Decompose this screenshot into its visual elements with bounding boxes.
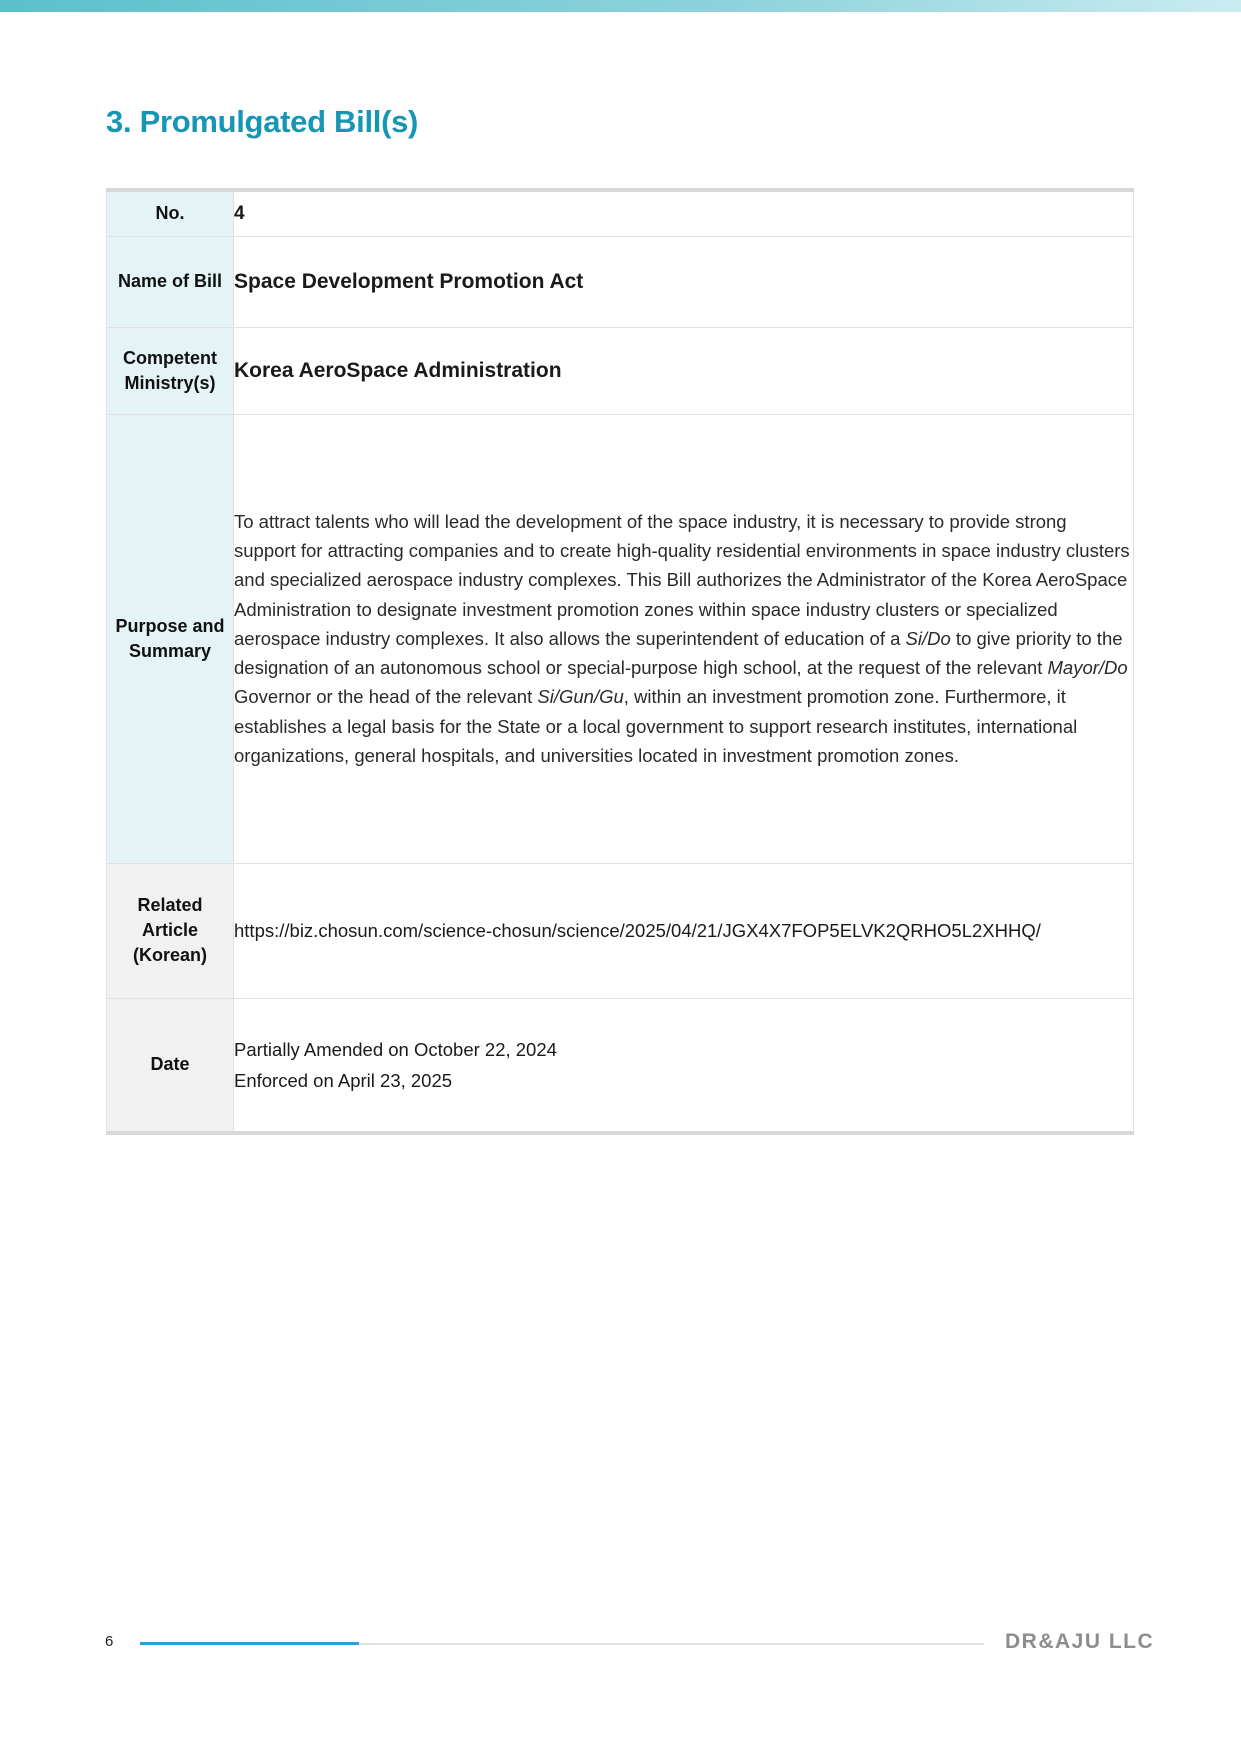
top-accent-bar [0, 0, 1241, 12]
label-date: Date [107, 998, 234, 1133]
table-row-date [107, 998, 1134, 1133]
value-bill-name: Space Development Promotion Act [234, 236, 1134, 327]
footer-progress-fill [140, 1642, 359, 1645]
summary-text-2: to give priority to the designation of an autonomous school or special-purpose high school, at the request of the relevant [234, 627, 1123, 679]
value-article-link[interactable]: https://biz.chosun.com/science-chosun/science/2025/04/21/JGX4X7FOP5ELVK2QRHO5L2XHHQ/ [234, 863, 1134, 998]
brand-logo: DR&AJU LLC [1005, 1630, 1155, 1653]
label-competent-ministry: Competent Ministry(s) [107, 327, 234, 414]
table-row-name [107, 236, 1134, 327]
section-title: 3. Promulgated Bill(s) [106, 104, 419, 139]
summary-term-sigungu: Si/Gun/Gu [537, 686, 624, 708]
table-row-no [107, 190, 1134, 236]
date-enforced: Enforced on April 23, 2025 [234, 1069, 453, 1091]
summary-text-1: To attract talents who will lead the development of the space industry, it is necessary to provide strong support for attracting companies and to create high-quality residential environments in space industry clusters and specialized aerospace industry complexes. This Bill authorizes the Administrator of the Korea AeroSpace Administration to designate investment promotion zones within space industry clusters or specialized aerospace industry complexes. It also allows the superintendent of education of a [234, 511, 1130, 649]
value-summary [234, 414, 1134, 863]
table-row-summary [107, 414, 1134, 863]
value-no: 4 [234, 190, 1134, 236]
value-ministry: Korea AeroSpace Administration [234, 327, 1134, 414]
label-purpose-summary: Purpose and Summary [107, 414, 234, 863]
table-row-ministry [107, 327, 1134, 414]
summary-text-4: , within an investment promotion zone. Furthermore, it establishes a legal basis for the State or a local government to support research institutes, international organizations, general hospitals, and universities located in investment promotion zones. [234, 686, 1078, 766]
label-related-article: Related Article (Korean) [107, 863, 234, 998]
summary-term-mayor-do: Mayor/Do [1047, 657, 1128, 679]
table-row-article [107, 863, 1134, 998]
bill-table [106, 188, 1134, 1135]
label-no: No. [107, 190, 234, 236]
date-amended: Partially Amended on October 22, 2024 [234, 1038, 557, 1060]
summary-text-3: Governor or the head of the relevant [234, 686, 538, 708]
summary-term-sido: Si/Do [905, 627, 951, 649]
page-number: 6 [105, 1633, 114, 1650]
footer-progress-track [140, 1643, 984, 1645]
value-date [234, 998, 1134, 1133]
label-name-of-bill: Name of Bill [107, 236, 234, 327]
